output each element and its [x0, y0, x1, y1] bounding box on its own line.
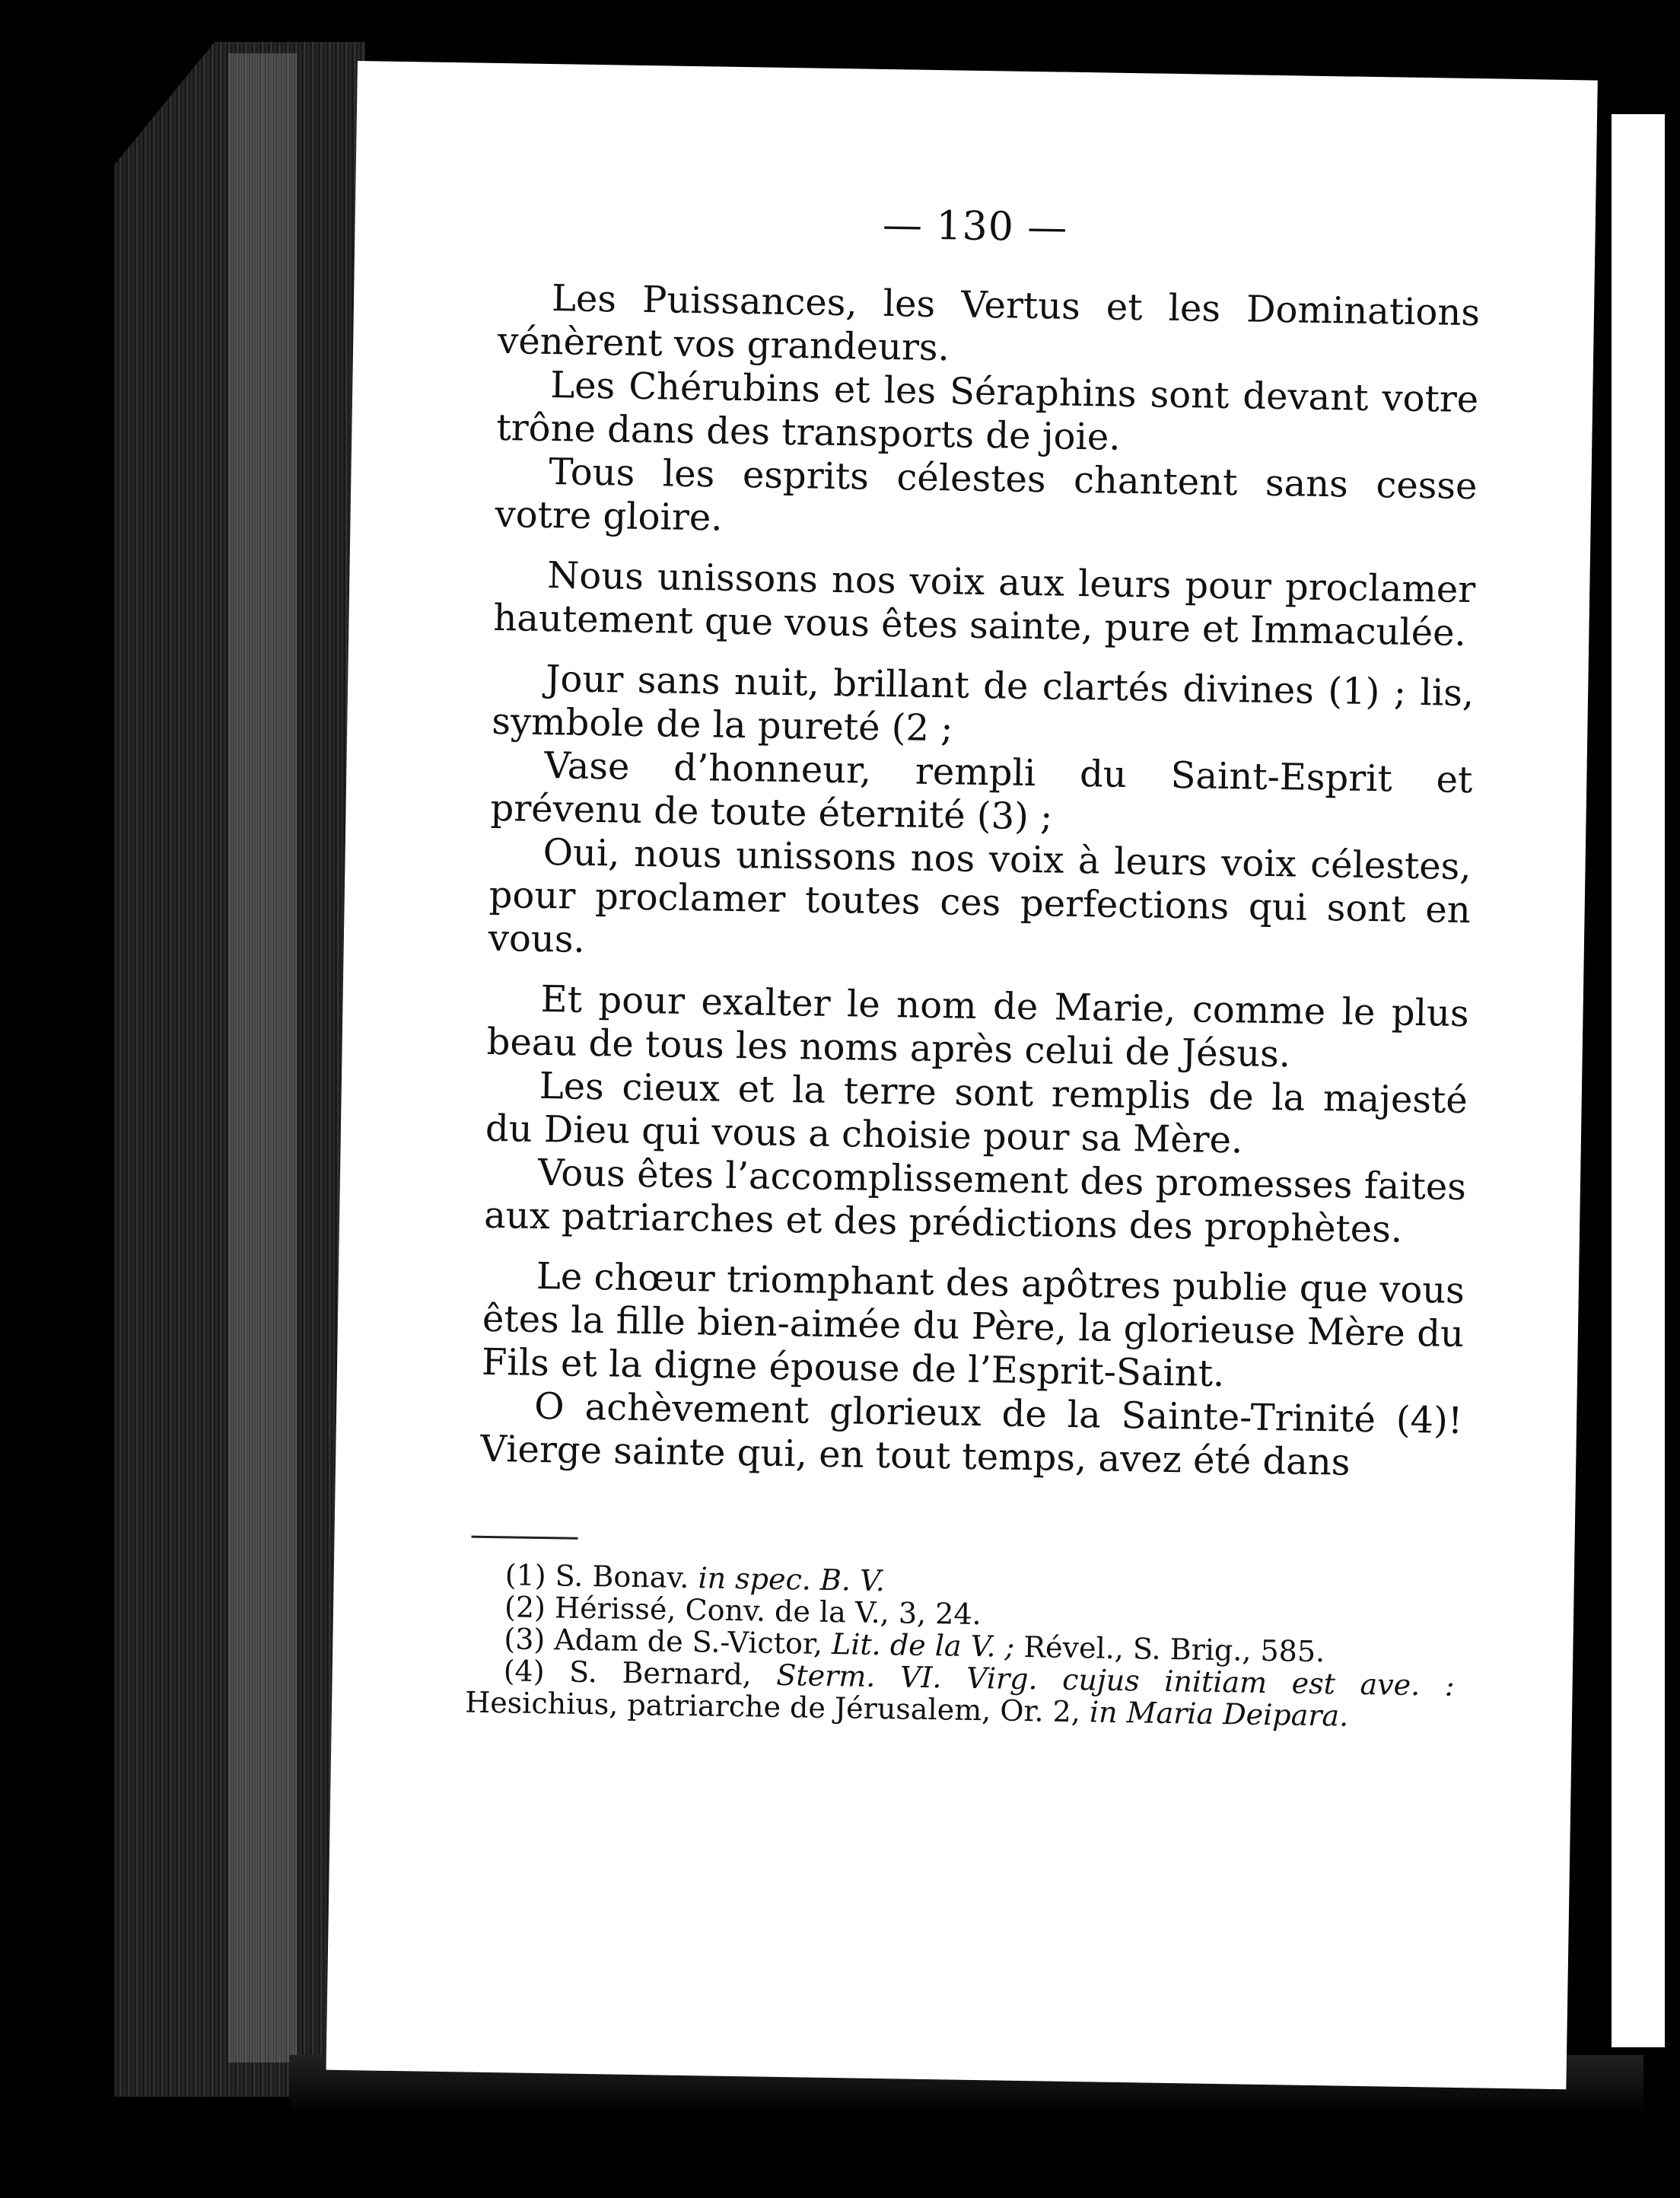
- paragraph: Oui, nous unissons nos voix à leurs voix célestes, pour proclamer toutes ces perfections qui sont en vous.: [488, 830, 1472, 961]
- footnotes: [465, 1559, 1456, 1734]
- footnote-italic: in Maria Deipara.: [1089, 1695, 1349, 1733]
- paragraph: Et pour exalter le nom de Marie, comme le plus beau de tous les noms après celui de Jésus.: [486, 977, 1469, 1076]
- body-text: [480, 276, 1481, 1486]
- footnote-divider: [472, 1536, 578, 1540]
- footnote-text: (3) Adam de S.-Victor,: [504, 1622, 832, 1661]
- footnote-italic: Lit. de la V. ;: [831, 1627, 1015, 1664]
- paragraph: Les Chérubins et les Séraphins sont devant votre trône dans des transports de joie.: [496, 364, 1479, 459]
- paragraph: Vous êtes l’accomplissement des promesses faites aux patriarches et des prédictions des prophètes.: [483, 1151, 1467, 1251]
- paragraph: Jour sans nuit, brillant de clartés divines (1) ; lis, symbole de la pureté (2 ;: [491, 657, 1475, 750]
- footnote-text: Rével., S. Brig., 585.: [1014, 1629, 1325, 1669]
- footnote-text: (2) Hérissé, Conv. de la V., 3, 24.: [504, 1590, 982, 1632]
- paragraph: Nous unissons nos voix aux leurs pour proclamer hautement que vous êtes sainte, pure et Immaculée.: [493, 554, 1476, 655]
- footnote-italic: Sterm. VI. Virg. cujus initiam est ave. :: [776, 1658, 1455, 1703]
- paragraph: O achèvement glorieux de la Sainte-Trinité (4)! Vierge sainte qui, en tout temps, avez été dans: [479, 1384, 1463, 1484]
- adjacent-page-sliver: [1612, 114, 1665, 2047]
- paragraph: Tous les esprits célestes chantent sans cesse votre gloire.: [495, 451, 1478, 540]
- page-number: — 130 —: [882, 202, 1068, 251]
- paragraph: Les cieux et la terre sont remplis de la majesté du Dieu qui vous a choisie pour sa Mère.: [485, 1064, 1468, 1162]
- paragraph: Vase d’honneur, rempli du Saint-Esprit et prévenu de toute éternité (3) ;: [490, 744, 1473, 839]
- page-edge-streaks: [228, 53, 297, 2063]
- footnote-text: Hesichius, patriarche de Jérusalem, Or. 2,: [464, 1685, 1090, 1729]
- footnote-text: (1) S. Bonav.: [504, 1558, 698, 1595]
- book-page: [326, 61, 1598, 2089]
- paragraph: Les Puissances, les Vertus et les Dominations vénèrent vos grandeurs.: [497, 277, 1481, 370]
- footnote-4: [465, 1654, 1455, 1733]
- footnote-text: (4) S. Bernard,: [503, 1654, 777, 1692]
- paragraph: Le chœur triomphant des apôtres publie que vous êtes la fille bien-aimée du Père, la glorieuse Mère du Fils et la digne épouse de l’Esprit-Saint.: [481, 1254, 1465, 1396]
- footnote-italic: in spec. B. V.: [698, 1561, 886, 1598]
